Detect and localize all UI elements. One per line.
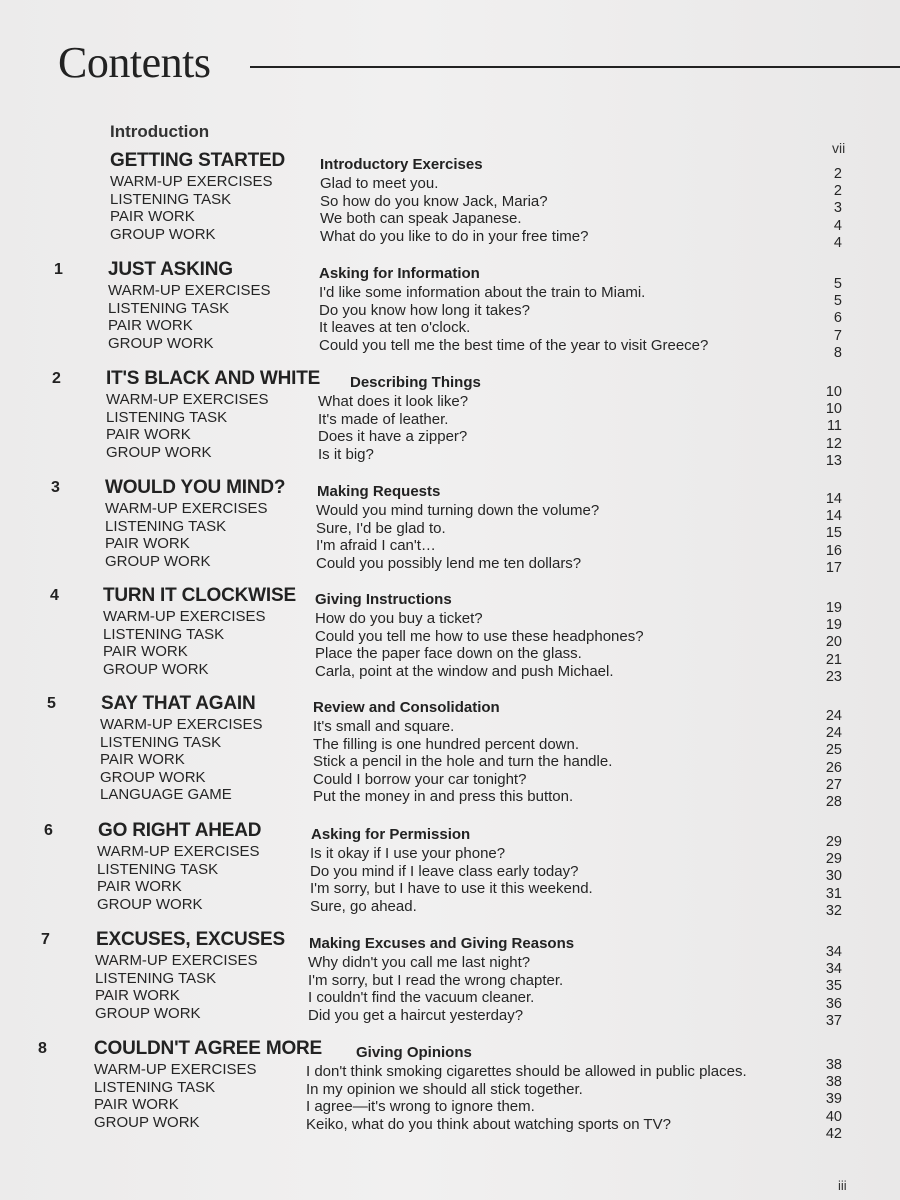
section-subtitle: Asking for Information <box>319 265 480 282</box>
page-header <box>58 38 900 98</box>
example-list <box>319 284 708 354</box>
example-sentence: Would you mind turning down the volume? <box>316 502 600 519</box>
task-item: GROUP WORK <box>95 1004 201 1022</box>
task-item: GROUP WORK <box>105 552 211 570</box>
task-list <box>94 1061 257 1131</box>
page-number: 14 <box>825 508 842 525</box>
page-number: 16 <box>825 542 842 559</box>
task-item: GROUP WORK <box>97 895 203 913</box>
example-sentence: Could you possibly lend me ten dollars? <box>316 554 582 572</box>
contents-section[interactable] <box>0 1038 900 1144</box>
page-number: 7 <box>833 327 842 344</box>
task-item: PAIR WORK <box>106 426 191 443</box>
section-title: EXCUSES, EXCUSES <box>96 929 285 950</box>
page-number: 28 <box>825 794 842 811</box>
example-list <box>316 502 599 572</box>
page-number: 29 <box>825 834 842 850</box>
example-list <box>306 1063 747 1133</box>
section-title: SAY THAT AGAIN <box>101 693 256 714</box>
section-number: 8 <box>38 1040 47 1057</box>
example-sentence: Could you tell me how to use these headphones? <box>315 627 644 645</box>
example-list <box>310 845 593 915</box>
page-number: 3 <box>833 200 842 217</box>
task-item: LISTENING TASK <box>108 299 230 317</box>
task-list <box>108 282 271 352</box>
page-number: 13 <box>825 452 842 469</box>
page-number: 17 <box>825 559 842 576</box>
page-number: 15 <box>825 525 842 542</box>
example-list <box>315 610 644 680</box>
page-number: 20 <box>825 634 842 651</box>
task-item: WARM-UP EXERCISES <box>108 282 271 299</box>
example-sentence: I'm sorry, but I have to use it this weekend. <box>310 880 593 897</box>
page-number: 38 <box>825 1074 842 1091</box>
page-number-list <box>812 276 842 362</box>
page-number: 10 <box>825 384 842 400</box>
page-number: 5 <box>833 276 842 292</box>
example-list <box>313 718 612 806</box>
page-number: 34 <box>825 944 842 960</box>
example-sentence: I'm afraid I can't… <box>316 537 436 554</box>
example-sentence: Sure, I'd be glad to. <box>316 519 446 537</box>
task-item: LISTENING TASK <box>97 860 219 878</box>
example-sentence: So how do you know Jack, Maria? <box>320 192 548 210</box>
task-item: LISTENING TASK <box>106 408 228 426</box>
task-item: WARM-UP EXERCISES <box>110 173 273 190</box>
page-number-list <box>812 491 842 577</box>
example-list <box>320 175 588 245</box>
example-sentence: What do you like to do in your free time? <box>320 227 589 245</box>
page-number: 6 <box>833 310 842 327</box>
task-list <box>97 843 260 913</box>
example-sentence: The filling is one hundred percent down. <box>313 735 580 753</box>
task-item: GROUP WORK <box>110 225 216 243</box>
page-number: 14 <box>825 491 842 507</box>
example-sentence: Is it okay if I use your phone? <box>310 845 506 862</box>
contents-section[interactable] <box>0 693 900 823</box>
example-list <box>318 393 468 463</box>
task-item: WARM-UP EXERCISES <box>103 608 266 625</box>
page-number: 34 <box>825 961 842 978</box>
contents-section[interactable] <box>0 477 900 583</box>
page-number: 11 <box>826 418 842 435</box>
section-title: TURN IT CLOCKWISE <box>103 585 296 606</box>
section-title: COULDN'T AGREE MORE <box>94 1038 323 1059</box>
page-number: 21 <box>825 651 842 668</box>
page-number-list <box>812 1057 842 1143</box>
example-sentence: Do you know how long it takes? <box>319 301 530 319</box>
task-item: WARM-UP EXERCISES <box>106 391 269 408</box>
section-subtitle: Asking for Permission <box>311 826 471 843</box>
task-item: LISTENING TASK <box>100 733 222 751</box>
section-title: IT'S BLACK AND WHITE <box>106 368 321 389</box>
page-number: 4 <box>833 217 842 234</box>
page-number: 29 <box>825 851 842 868</box>
example-sentence: Carla, point at the window and push Michael. <box>315 662 614 680</box>
example-sentence: Put the money in and press this button. <box>313 788 574 805</box>
task-list <box>100 716 263 804</box>
task-list <box>105 500 268 570</box>
section-number: 4 <box>50 587 59 604</box>
page-number-list <box>812 384 842 470</box>
example-sentence: I'd like some information about the train to Miami. <box>319 284 646 301</box>
page-folio: iii <box>838 1178 847 1193</box>
task-list <box>103 608 266 678</box>
contents-section[interactable] <box>0 368 900 474</box>
section-subtitle: Giving Opinions <box>356 1044 472 1061</box>
example-sentence: We both can speak Japanese. <box>320 210 522 227</box>
task-item: PAIR WORK <box>94 1096 179 1113</box>
task-list <box>106 391 269 461</box>
page-number: 23 <box>825 668 842 685</box>
page-number-list <box>812 944 842 1030</box>
example-sentence: Stick a pencil in the hole and turn the handle. <box>313 753 613 770</box>
section-subtitle: Making Requests <box>317 483 441 500</box>
contents-section[interactable] <box>0 929 900 1035</box>
example-sentence: I couldn't find the vacuum cleaner. <box>308 989 535 1006</box>
section-number: 2 <box>52 370 61 387</box>
contents-section[interactable] <box>0 259 900 365</box>
page-number: 42 <box>825 1125 842 1142</box>
page-number-list <box>812 166 842 252</box>
task-item: LISTENING TASK <box>105 517 227 535</box>
contents-section[interactable] <box>0 820 900 926</box>
example-list <box>308 954 563 1024</box>
section-subtitle: Review and Consolidation <box>313 699 500 716</box>
contents-section[interactable] <box>0 150 900 256</box>
example-sentence: Place the paper face down on the glass. <box>315 645 582 662</box>
task-item: WARM-UP EXERCISES <box>94 1061 257 1078</box>
example-sentence: Do you mind if I leave class early today? <box>310 862 579 880</box>
page-number-list <box>812 708 842 811</box>
page-number: 39 <box>825 1091 842 1108</box>
task-item: GROUP WORK <box>100 768 206 786</box>
task-item: LISTENING TASK <box>110 190 232 208</box>
page-number: 31 <box>825 885 842 902</box>
example-sentence: Is it big? <box>318 445 374 463</box>
section-number: 7 <box>41 931 50 948</box>
page-number: 19 <box>825 617 842 634</box>
task-item: WARM-UP EXERCISES <box>95 952 258 969</box>
section-number: 3 <box>51 479 60 496</box>
task-item: PAIR WORK <box>105 535 190 552</box>
example-sentence: It's made of leather. <box>318 410 449 428</box>
task-item: WARM-UP EXERCISES <box>100 716 263 733</box>
page-number: 32 <box>825 902 842 919</box>
section-title: GO RIGHT AHEAD <box>98 820 262 841</box>
example-sentence: Could you tell me the best time of the year to visit Greece? <box>319 336 709 354</box>
example-sentence: Does it have a zipper? <box>318 428 468 445</box>
example-sentence: In my opinion we should all stick together. <box>306 1080 583 1098</box>
section-title: JUST ASKING <box>108 259 233 280</box>
page-number: 26 <box>825 759 842 776</box>
task-item: GROUP WORK <box>108 334 214 352</box>
example-sentence: I agree—it's wrong to ignore them. <box>306 1098 535 1115</box>
example-sentence: Why didn't you call me last night? <box>308 954 531 971</box>
page-number: 5 <box>833 293 842 310</box>
page-number: 10 <box>825 401 842 418</box>
example-sentence: I'm sorry, but I read the wrong chapter. <box>308 971 564 989</box>
task-item: GROUP WORK <box>106 443 212 461</box>
section-title: WOULD YOU MIND? <box>105 477 286 498</box>
task-item: WARM-UP EXERCISES <box>97 843 260 860</box>
page-number: 40 <box>825 1108 842 1125</box>
task-item: PAIR WORK <box>108 317 193 334</box>
section-subtitle: Describing Things <box>350 374 481 391</box>
task-list <box>110 173 273 243</box>
page-number: 35 <box>825 978 842 995</box>
page-number-list <box>812 600 842 686</box>
page-number: 25 <box>825 742 842 759</box>
page-title: Contents <box>58 38 211 87</box>
task-item: PAIR WORK <box>103 643 188 660</box>
page-number-list <box>812 834 842 920</box>
task-item: LISTENING TASK <box>103 625 225 643</box>
page-number: 8 <box>833 344 842 361</box>
task-list <box>95 952 258 1022</box>
page-number: 12 <box>825 435 842 452</box>
example-sentence: It's small and square. <box>313 718 455 735</box>
example-sentence: Keiko, what do you think about watching sports on TV? <box>306 1115 671 1133</box>
task-item: LISTENING TASK <box>94 1078 216 1096</box>
contents-section[interactable] <box>0 585 900 691</box>
page-number: 38 <box>825 1057 842 1073</box>
example-sentence: How do you buy a ticket? <box>315 610 483 627</box>
task-item: GROUP WORK <box>103 660 209 678</box>
page-number: 2 <box>833 166 842 182</box>
task-item: WARM-UP EXERCISES <box>105 500 268 517</box>
section-subtitle: Making Excuses and Giving Reasons <box>309 935 575 952</box>
task-item: PAIR WORK <box>97 878 182 895</box>
page-number: 30 <box>825 868 842 885</box>
task-item: LISTENING TASK <box>95 969 217 987</box>
section-number: 1 <box>54 261 63 278</box>
example-sentence: Glad to meet you. <box>320 175 439 192</box>
page-number: 19 <box>825 600 842 616</box>
section-number: 5 <box>47 695 56 712</box>
page-number: 24 <box>825 725 842 742</box>
introduction-page-number: vii <box>832 140 846 156</box>
task-item: PAIR WORK <box>110 208 195 225</box>
page-number: 37 <box>825 1012 842 1029</box>
task-item: GROUP WORK <box>94 1113 200 1131</box>
title-rule <box>250 66 900 68</box>
example-sentence: Did you get a haircut yesterday? <box>308 1006 524 1024</box>
page-number: 2 <box>833 183 842 200</box>
page-number: 24 <box>825 708 842 724</box>
example-sentence: Could I borrow your car tonight? <box>313 770 527 788</box>
page-number: 36 <box>825 995 842 1012</box>
task-item: PAIR WORK <box>100 751 185 768</box>
page-number: 4 <box>833 234 842 251</box>
example-sentence: Sure, go ahead. <box>310 897 417 915</box>
example-sentence: What does it look like? <box>318 393 469 410</box>
section-subtitle: Introductory Exercises <box>320 156 483 173</box>
task-item: LANGUAGE GAME <box>100 786 232 803</box>
section-title: GETTING STARTED <box>110 150 286 171</box>
introduction-label: Introduction <box>110 122 210 141</box>
section-subtitle: Giving Instructions <box>315 591 452 608</box>
section-number: 6 <box>44 822 53 839</box>
task-item: PAIR WORK <box>95 987 180 1004</box>
page-number: 27 <box>825 776 842 793</box>
example-sentence: It leaves at ten o'clock. <box>319 319 471 336</box>
example-sentence: I don't think smoking cigarettes should be allowed in public places. <box>306 1063 747 1080</box>
